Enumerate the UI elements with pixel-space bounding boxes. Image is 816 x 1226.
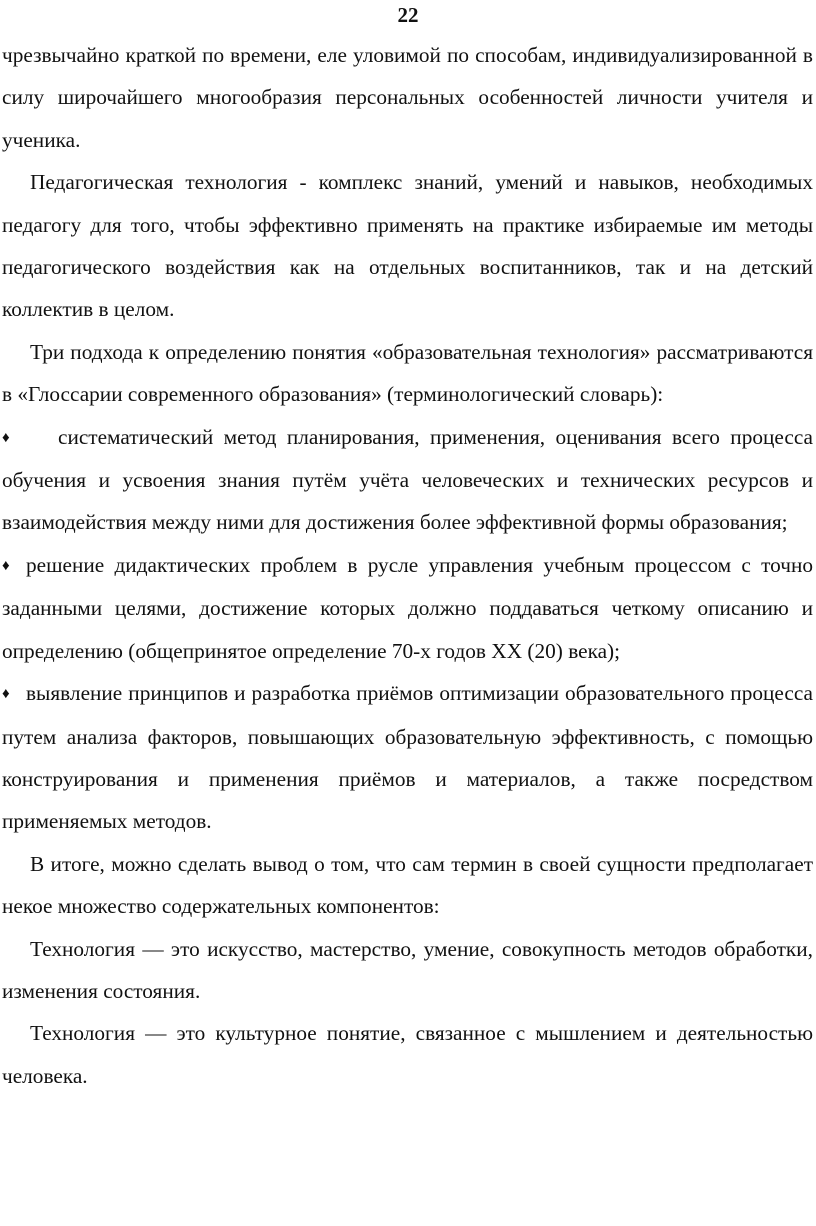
diamond-bullet-icon: ♦ xyxy=(2,429,10,446)
bullet-item-systematic-method xyxy=(2,416,813,544)
bullet-item-didactic-problems xyxy=(2,544,813,672)
paragraph-definition-art: Технология — это искусство, мастерство, умение, совокупность методов обработки, изменения состояния. xyxy=(2,936,813,1003)
document-body xyxy=(2,34,813,1097)
paragraph-pedagogical-technology: Педагогическая технология - комплекс знаний, умений и навыков, необходимых педагогу для того, чтобы эффективно применять на практике избираемые им методы педагогического воздействия как на отдельных воспитанников, так и на детский коллектив в целом. xyxy=(2,170,813,322)
page-number: 22 xyxy=(397,3,419,27)
diamond-bullet-icon: ♦ xyxy=(2,557,10,574)
paragraph-continuation: чрезвычайно краткой по времени, еле уловимой по способам, индивидуализированной в силу широчайшего многообразия персональных особенностей личности учителя и ученика. xyxy=(2,43,813,152)
bullet-item-text: систематический метод планирования, применения, оценивания всего процесса обучения и усвоения знания путём учёта человеческих и технических ресурсов и взаимодействия между ними для достижения более эффективной формы образования; xyxy=(2,424,813,535)
paragraph-definition-culture: Технология — это культурное понятие, связанное с мышлением и деятельностью человека. xyxy=(2,1021,813,1088)
diamond-bullet-icon: ♦ xyxy=(2,686,10,703)
paragraph-conclusion: В итоге, можно сделать вывод о том, что сам термин в своей сущности предполагает некое множество содержательных компонентов: xyxy=(2,851,813,919)
bullet-item-text: выявление принципов и разработка приёмов оптимизации образовательного процесса путем анализа факторов, повышающих образовательную эффективность, с помощью конструирования и применения приёмов и материалов, а также посредством применяемых методов. xyxy=(2,681,813,834)
paragraph-three-approaches: Три подхода к определению понятия «образовательная технология» рассматриваются в «Глоссарии современного образования» (терминологический словарь): xyxy=(2,339,813,407)
bullet-item-principles xyxy=(2,672,813,843)
bullet-item-text: решение дидактических проблем в русле управления учебным процессом с точно заданными целями, достижение которых должно поддаваться четкому описанию и определению (общепринятое определение 70-х годов XX (20) века); xyxy=(2,552,813,663)
